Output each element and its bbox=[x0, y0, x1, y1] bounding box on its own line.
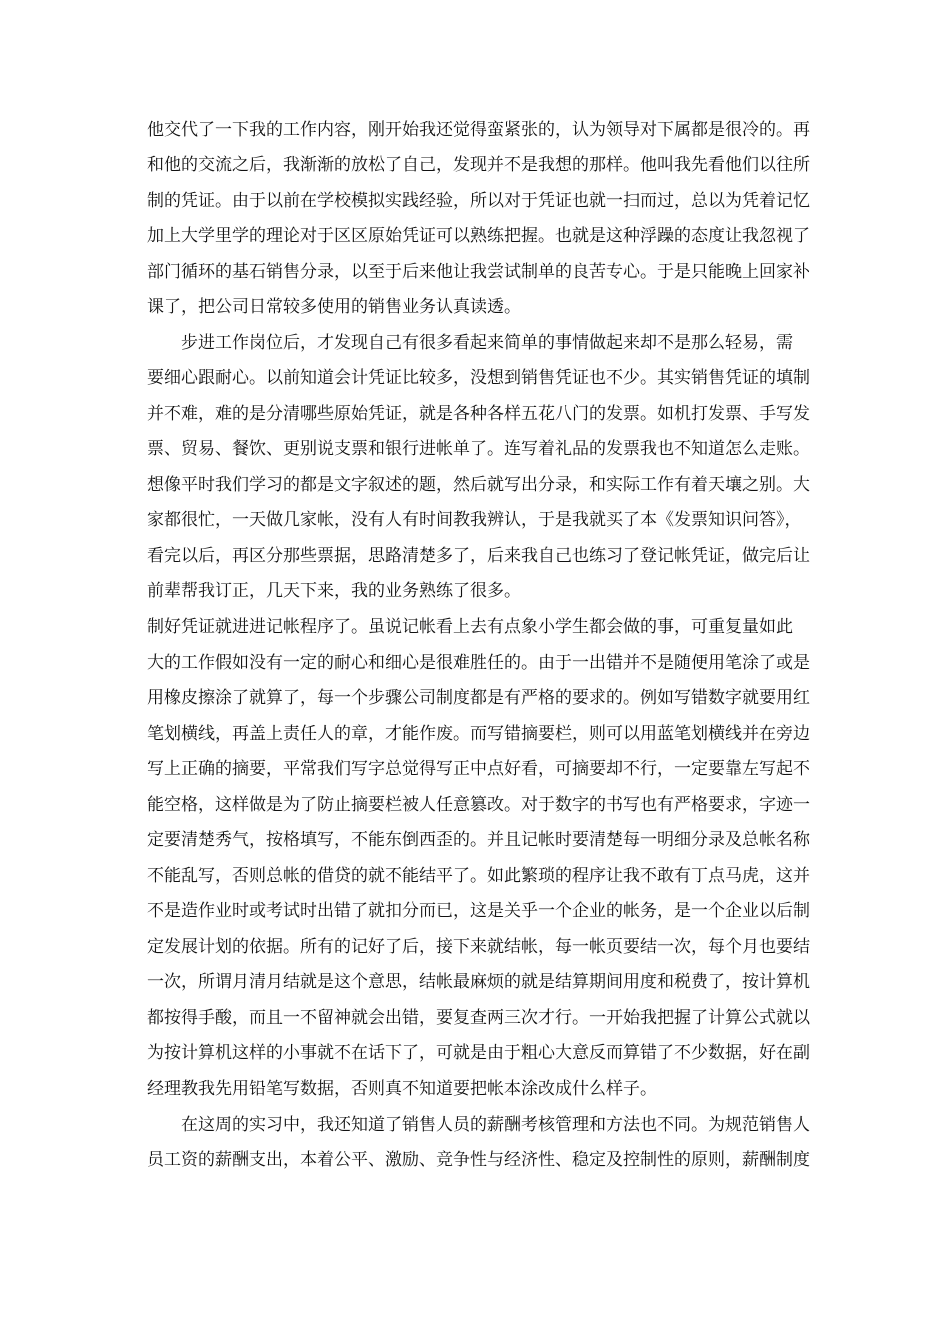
text-line: 能空格，这样做是为了防止摘要栏被人任意篡改。对于数字的书写也有严格要求，字迹一 bbox=[147, 795, 810, 815]
text-line: 他交代了一下我的工作内容，刚开始我还觉得蛮紧张的，认为领导对下属都是很冷的。再 bbox=[147, 120, 810, 140]
text-line: 员工资的薪酬支出，本着公平、激励、竞争性与经济性、稳定及控制性的原则，薪酬制度 bbox=[147, 1150, 810, 1170]
text-line: 部门循环的基石销售分录，以至于后来他让我尝试制单的良苦专心。于是只能晚上回家补 bbox=[147, 262, 810, 282]
text-line: 并不难，难的是分清哪些原始凭证，就是各种各样五花八门的发票。如机打发票、手写发 bbox=[147, 404, 810, 424]
text-line: 加上大学里学的理论对于区区原始凭证可以熟练把握。也就是这种浮躁的态度让我忽视了 bbox=[147, 226, 810, 246]
text-line: 和他的交流之后，我渐渐的放松了自己，发现并不是我想的那样。他叫我先看他们以往所 bbox=[147, 155, 810, 175]
text-line: 不能乱写，否则总帐的借贷的就不能结平了。如此繁琐的程序让我不敢有丁点马虎，这并 bbox=[147, 866, 810, 886]
text-line: 在这周的实习中，我还知道了销售人员的薪酬考核管理和方法也不同。为规范销售人 bbox=[181, 1115, 810, 1135]
text-line: 要细心跟耐心。以前知道会计凭证比较多，没想到销售凭证也不少。其实销售凭证的填制 bbox=[147, 368, 810, 388]
text-line: 制好凭证就进进记帐程序了。虽说记帐看上去有点象小学生都会做的事，可重复量如此 bbox=[147, 617, 793, 637]
text-line: 写上正确的摘要，平常我们写字总觉得写正中点好看，可摘要却不行，一定要靠左写起不 bbox=[147, 759, 810, 779]
text-line: 用橡皮擦涂了就算了，每一个步骤公司制度都是有严格的要求的。例如写错数字就要用红 bbox=[147, 688, 810, 708]
text-line: 课了，把公司日常较多使用的销售业务认真读透。 bbox=[147, 297, 521, 317]
text-line: 定发展计划的依据。所有的记好了后，接下来就结帐，每一帐页要结一次，每个月也要结 bbox=[147, 937, 810, 957]
text-line: 步进工作岗位后，才发现自己有很多看起来简单的事情做起来却不是那么轻易，需 bbox=[181, 333, 793, 353]
text-line: 都按得手酸，而且一不留神就会出错，要复查两三次才行。一开始我把握了计算公式就以 bbox=[147, 1008, 810, 1028]
text-line: 看完以后，再区分那些票据，思路清楚多了，后来我自己也练习了登记帐凭证，做完后让 bbox=[147, 546, 810, 566]
text-line: 不是造作业时或考试时出错了就扣分而已，这是关乎一个企业的帐务，是一个企业以后制 bbox=[147, 901, 810, 921]
text-line: 制的凭证。由于以前在学校模拟实践经验，所以对于凭证也就一扫而过，总以为凭着记忆 bbox=[147, 191, 810, 211]
text-line: 前辈帮我订正，几天下来，我的业务熟练了很多。 bbox=[147, 581, 521, 601]
text-line: 票、贸易、餐饮、更别说支票和银行进帐单了。连写着礼品的发票我也不知道怎么走账。 bbox=[147, 439, 810, 459]
text-line: 经理教我先用铅笔写数据，否则真不知道要把帐本涂改成什么样子。 bbox=[147, 1079, 657, 1099]
text-line: 笔划横线，再盖上责任人的章，才能作废。而写错摘要栏，则可以用蓝笔划横线并在旁边 bbox=[147, 724, 810, 744]
text-line: 为按计算机这样的小事就不在话下了，可就是由于粗心大意反而算错了不少数据，好在副 bbox=[147, 1043, 810, 1063]
text-line: 想像平时我们学习的都是文字叙述的题，然后就写出分录，和实际工作有着天壤之别。大 bbox=[147, 475, 810, 495]
text-line: 大的工作假如没有一定的耐心和细心是很难胜任的。由于一出错并不是随便用笔涂了或是 bbox=[147, 653, 810, 673]
text-line: 一次，所谓月清月结就是这个意思，结帐最麻烦的就是结算期间用度和税费了，按计算机 bbox=[147, 972, 810, 992]
text-line: 家都很忙，一天做几家帐，没有人有时间教我辨认，于是我就买了本《发票知识问答》， bbox=[147, 510, 802, 530]
text-line: 定要清楚秀气，按格填写，不能东倒西歪的。并且记帐时要清楚每一明细分录及总帐名称 bbox=[147, 830, 810, 850]
